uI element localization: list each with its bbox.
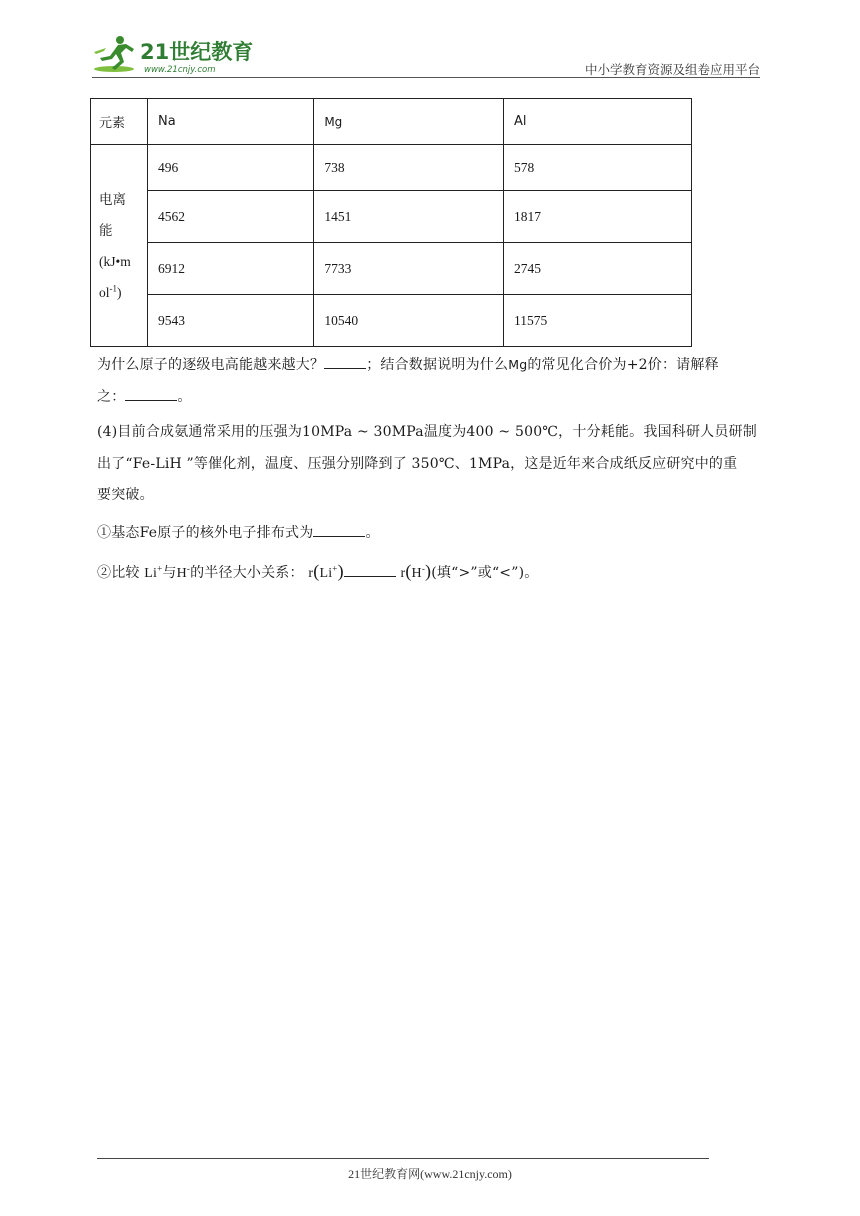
paragraph-ammonia-synthesis xyxy=(97,417,763,512)
table-row xyxy=(91,145,692,191)
cell-al-i2: 1817 xyxy=(504,191,692,243)
cell-mg-i1: 738 xyxy=(314,145,504,191)
question-text: 。 xyxy=(177,388,192,405)
col-header-mg: Mg xyxy=(314,99,504,145)
paragraph-line: 出了“Fe-LiH ”等催化剂，温度、压强分别降到了 350℃、1MPa，这是近年来合成纸反应研究中的重 xyxy=(97,455,738,472)
svg-text:www.21cnjy.com: www.21cnjy.com xyxy=(144,65,216,75)
cell-na-i3: 6912 xyxy=(148,243,314,295)
table-row xyxy=(91,191,692,243)
cell-al-i1: 578 xyxy=(504,145,692,191)
row-label-paren: ) xyxy=(117,284,122,300)
ion-h xyxy=(176,563,191,581)
subquestion-fe-config xyxy=(97,518,763,550)
question-line xyxy=(97,382,763,414)
svg-text:21世纪教育: 21世纪教育 xyxy=(140,40,254,64)
question-text: ；结合数据说明为什么 xyxy=(366,357,509,373)
logo-21cnjy xyxy=(92,34,267,76)
ion-charge: + xyxy=(332,563,338,574)
question-text: 与 xyxy=(162,565,177,581)
ion-charge: - xyxy=(186,563,191,574)
question-text: 的半径大小关系： xyxy=(190,565,304,581)
question-ionization xyxy=(97,349,763,413)
ion-charge: + xyxy=(157,563,163,574)
cell-mg-i2: 1451 xyxy=(314,191,504,243)
header-divider xyxy=(92,77,760,78)
question-text: 。 xyxy=(365,525,380,541)
table-row xyxy=(91,243,692,295)
page-footer: 21世纪教育网(www.21cnjy.com) xyxy=(348,1167,512,1181)
col-header-na: Na xyxy=(148,99,314,145)
cell-al-i4: 11575 xyxy=(504,295,692,347)
answer-blank[interactable] xyxy=(324,352,366,369)
radius-symbol: r xyxy=(400,566,406,581)
table-header-row xyxy=(91,99,692,145)
ion-symbol: Li xyxy=(319,566,333,581)
ion-symbol: Li xyxy=(144,566,158,581)
footer-divider xyxy=(97,1158,709,1159)
ion-charge: - xyxy=(421,563,426,574)
page-header xyxy=(92,30,760,78)
radius-h-expression xyxy=(400,561,432,581)
row-label-sup: -1 xyxy=(109,283,118,293)
table-corner-cell: 元素 xyxy=(91,99,148,145)
paren-close: ) xyxy=(425,561,432,581)
question-line xyxy=(97,349,763,382)
ion-li xyxy=(144,563,163,581)
paragraph-line: 要突破。 xyxy=(97,487,154,503)
paren-open: ( xyxy=(313,561,320,581)
cell-na-i4: 9543 xyxy=(148,295,314,347)
row-label-line: (kJ•m xyxy=(99,253,131,269)
radius-symbol: r xyxy=(308,566,314,581)
row-label-line: 能 xyxy=(99,222,113,238)
platform-name: 中小学教育资源及组卷应用平台 xyxy=(584,62,760,77)
question-text: ①基态Fe原子的核外电子排布式为 xyxy=(97,525,314,541)
row-header-ionization-energy xyxy=(91,145,148,347)
element-symbol: Mg xyxy=(508,357,528,372)
answer-blank[interactable] xyxy=(313,520,365,537)
ionization-energy-table xyxy=(90,98,692,347)
answer-blank[interactable] xyxy=(125,384,177,401)
ion-symbol: H xyxy=(176,566,187,581)
cell-al-i3: 2745 xyxy=(504,243,692,295)
answer-blank[interactable] xyxy=(344,560,396,577)
subquestion-radius-compare xyxy=(97,556,763,590)
question-text: ②比较 xyxy=(97,565,140,581)
paren-open: ( xyxy=(405,561,412,581)
cell-mg-i3: 7733 xyxy=(314,243,504,295)
question-text: 的常见化合价为+2价：请解释 xyxy=(527,357,719,373)
radius-li-expression xyxy=(308,561,344,581)
row-label-line: 电离 xyxy=(99,191,126,207)
ion-symbol: H xyxy=(411,566,422,581)
question-text: (填“>”或“<”)。 xyxy=(431,565,539,581)
row-label-line xyxy=(99,277,139,308)
question-text: 之： xyxy=(97,388,126,405)
col-header-al: Al xyxy=(504,99,692,145)
paren-close: ) xyxy=(337,561,344,581)
row-label-unit: ol xyxy=(99,284,110,300)
question-text: 为什么原子的逐级电高能越来越大？ xyxy=(97,357,325,373)
cell-na-i1: 496 xyxy=(148,145,314,191)
table-row xyxy=(91,295,692,347)
cell-na-i2: 4562 xyxy=(148,191,314,243)
paragraph-line: (4)目前合成氨通常采用的压强为10MPa ~ 30MPa温度为400 ~ 500℃，十分耗能。我国科研人员研制 xyxy=(97,424,757,440)
cell-mg-i4: 10540 xyxy=(314,295,504,347)
